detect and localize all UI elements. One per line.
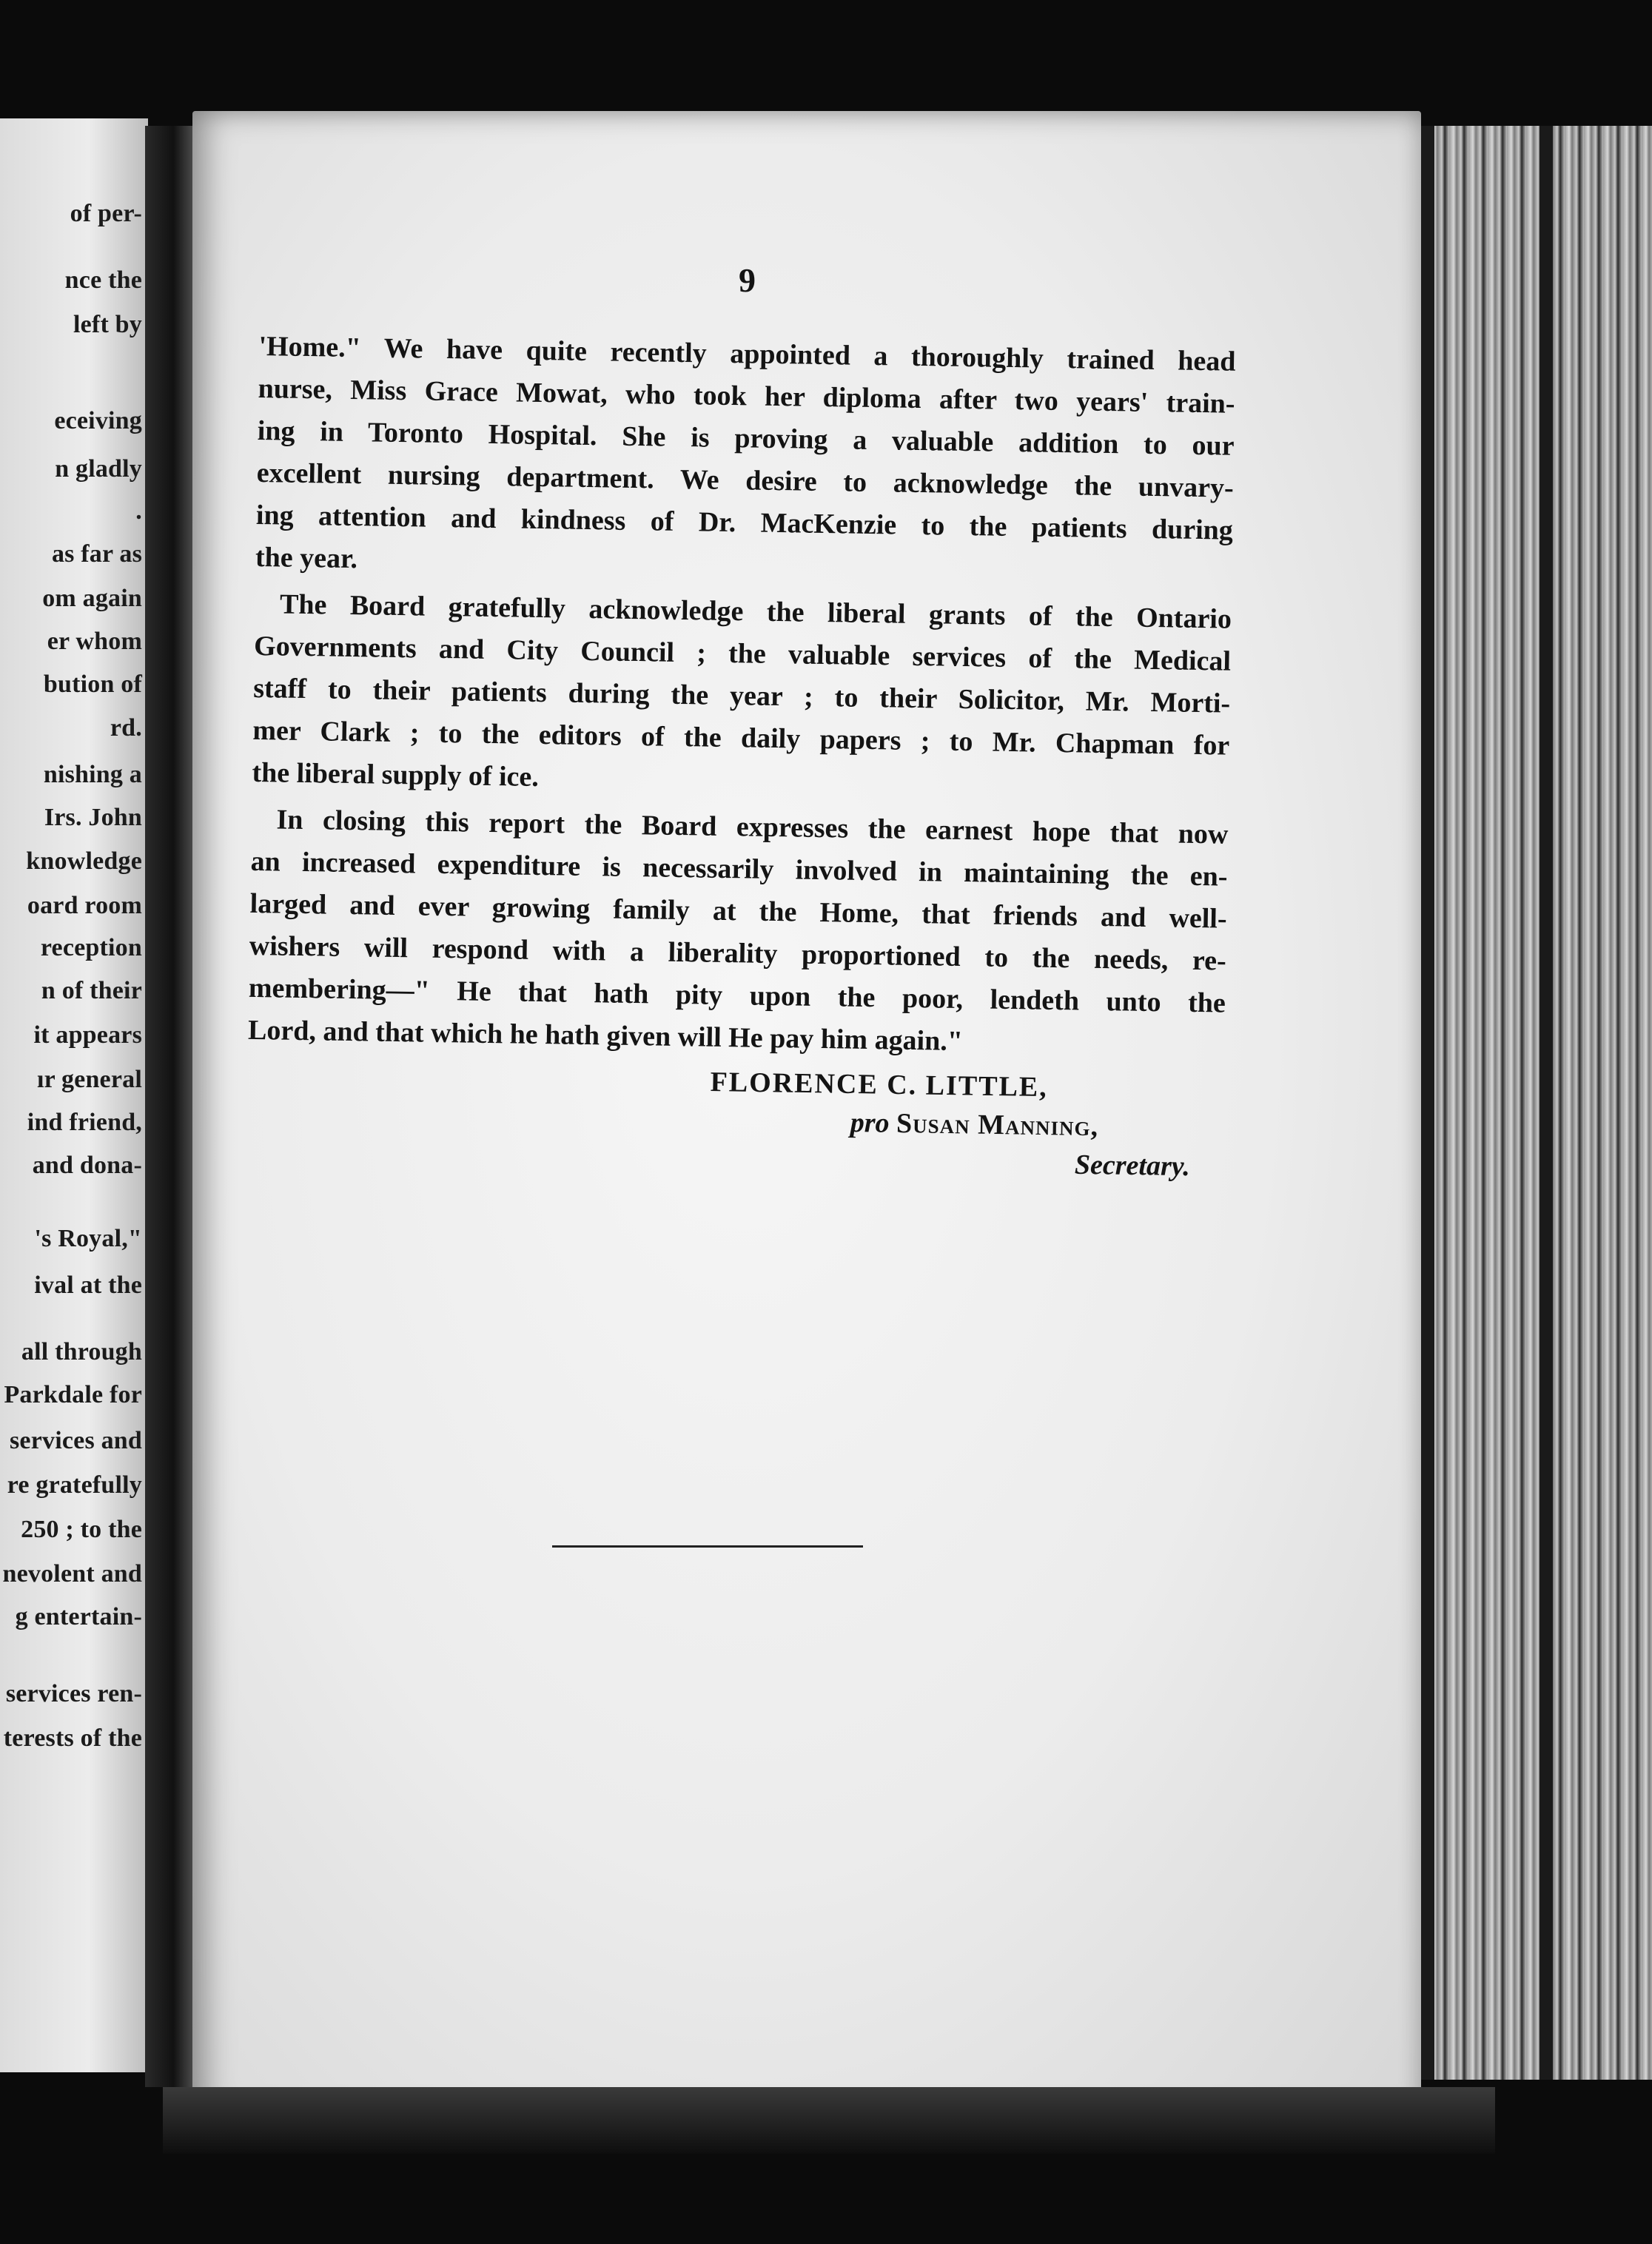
previous-page-line: services and (10, 1427, 142, 1454)
previous-page-line: nevolent and (2, 1560, 142, 1588)
text-line: In closing this report the Board expresses the earnest hope that now (276, 804, 1229, 850)
previous-page-line: rd. (110, 714, 142, 742)
text-line: the year. (255, 541, 358, 575)
previous-page-line: n gladly (55, 455, 142, 483)
previous-page-line: ind friend, (27, 1109, 142, 1136)
page-edge-shadow (1539, 126, 1553, 2080)
previous-page-line: and dona- (32, 1152, 142, 1179)
previous-page-line: reception (40, 934, 142, 961)
text-line: mer Clark ; to the editors of the daily papers ; to Mr. Chapman for (252, 714, 1230, 762)
paragraph (252, 583, 1232, 810)
previous-page-line: as far as (51, 540, 142, 568)
previous-page-line: left by (73, 311, 142, 338)
text-line: nurse, Miss Grace Mowat, who took her diploma after two years' train- (258, 372, 1235, 420)
previous-page (0, 118, 148, 2072)
previous-page-line: nce the (64, 266, 142, 294)
previous-page-line: oard room (27, 892, 142, 919)
previous-page-line: bution of (43, 671, 142, 698)
previous-page-line: re gratefully (7, 1471, 142, 1499)
text-line: Lord, and that which he hath given will He pay him again." (247, 1014, 964, 1058)
paragraph (255, 326, 1236, 594)
pro-prefix: pro (850, 1106, 890, 1139)
previous-page-line: 250 ; to the (21, 1516, 142, 1543)
signatory-title: Secretary. (1074, 1149, 1191, 1183)
previous-page-line: ival at the (34, 1272, 142, 1299)
previous-page-line: Irs. John (44, 804, 142, 831)
previous-page-line: Parkdale for (4, 1381, 142, 1408)
page-edge-shadow (1421, 126, 1434, 2080)
report-body (247, 326, 1235, 1072)
text-line: membering—" He that hath pity upon the poor, lendeth unto the (248, 972, 1226, 1019)
previous-page-line: n of their (41, 977, 142, 1004)
previous-page-line: all through (21, 1338, 142, 1365)
previous-page-line: terests of the (3, 1724, 142, 1752)
previous-page-line: g entertain- (15, 1603, 142, 1630)
previous-page-line: om again (42, 585, 142, 612)
text-line: larged and ever growing family at the Home, that friends and well- (249, 887, 1227, 935)
previous-page-line: nishing a (43, 761, 142, 788)
text-line: ing in Toronto Hospital. She is proving a valuable addition to our (257, 414, 1235, 462)
text-line: 'Home." We have quite recently appointed a thoroughly trained head (258, 330, 1236, 377)
signatory-name: FLORENCE C. LITTLE, (710, 1066, 1049, 1103)
text-line: staff to their patients during the year ; to their Solicitor, Mr. Morti- (252, 672, 1231, 719)
text-line: an increased expenditure is necessarily involved in maintaining the en- (250, 845, 1228, 893)
signatory-pro-line (850, 1106, 1228, 1145)
previous-page-line: er whom (47, 628, 142, 655)
previous-page-line: services ren- (5, 1680, 142, 1707)
signature-block (709, 1066, 1229, 1183)
paragraph (248, 799, 1229, 1067)
closing-rule (552, 1545, 863, 1548)
page-edges (1391, 126, 1652, 2080)
text-line: The Board gratefully acknowledge the liberal grants of the Ontario (279, 588, 1232, 635)
pro-name: Susan Manning, (896, 1107, 1099, 1143)
previous-page-line: 's Royal," (34, 1225, 142, 1252)
text-line: ing attention and kindness of Dr. MacKenzie to the patients during (255, 499, 1234, 546)
previous-page-line: . (135, 497, 142, 525)
previous-page-line: it appears (33, 1021, 142, 1049)
previous-page-line: of per- (70, 200, 142, 227)
book-cover-bottom (163, 2087, 1495, 2154)
page-number: 9 (739, 261, 756, 299)
previous-page-line: eceiving (54, 407, 142, 434)
previous-page-line: knowledge (26, 847, 142, 875)
text-line: excellent nursing department. We desire to acknowledge the unvary- (256, 457, 1235, 504)
text-line: wishers will respond with a liberality proportioned to the needs, re- (249, 930, 1227, 977)
text-line: Governments and City Council ; the valuable services of the Medical (253, 630, 1232, 677)
previous-page-line: ır general (36, 1066, 142, 1093)
text-line: the liberal supply of ice. (252, 756, 540, 793)
